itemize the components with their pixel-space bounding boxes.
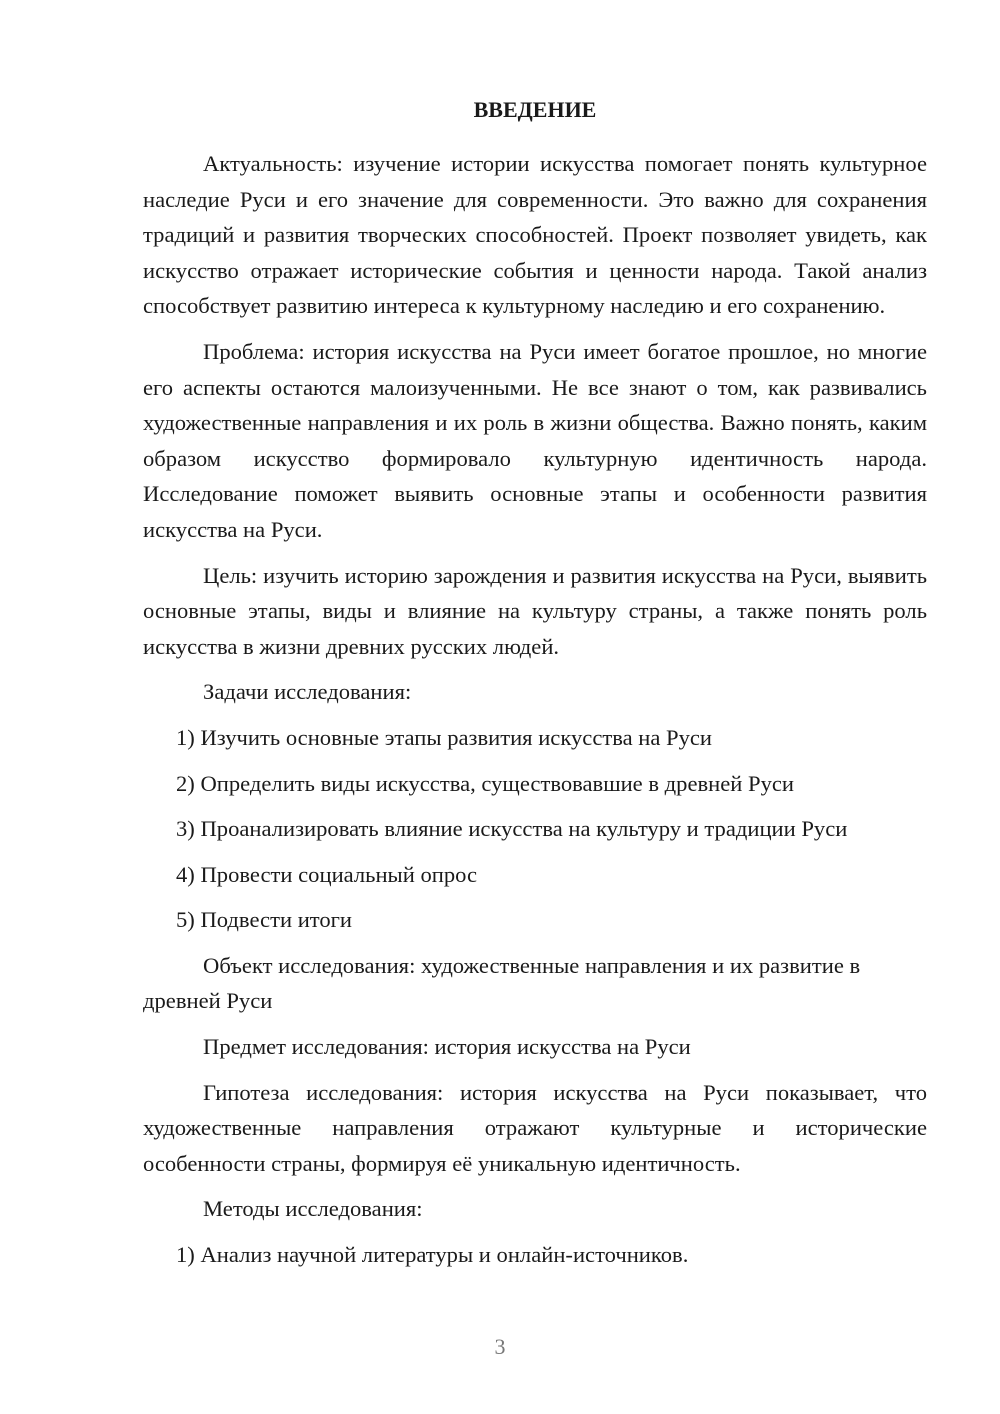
object-paragraph: Объект исследования: художественные направления и их развитие в древней Руси (143, 952, 861, 1014)
hypothesis-paragraph: Гипотеза исследования: история искусства на Руси показывает, что художественные направления отражают культурные и исторические особенности страны, формируя её уникальную идентичность. (143, 1079, 927, 1176)
tasks-list (143, 720, 927, 938)
task-item: 2) Определить виды искусства, существовавшие в древней Руси (176, 770, 795, 796)
method-item: 1) Анализ научной литературы и онлайн-источников. (176, 1242, 689, 1268)
task-item: 5) Подвести итоги (176, 907, 353, 933)
methods-label: Методы исследования: (203, 1196, 423, 1222)
relevance-paragraph: Актуальность: изучение истории искусства помогает понять культурное наследие Руси и его значение для современности. Это важно для сохранения традиций и развития творческих способностей. Проект позволяет увидеть, как искусство отражает исторические события и ценности народа. Такой анализ способствует развитию интереса к культурному наследию и его сохранению. (143, 151, 927, 319)
page-number: 3 (494, 1334, 506, 1359)
task-item: 4) Провести социальный опрос (176, 861, 478, 887)
problem-paragraph: Проблема: история искусства на Руси имеет богатое прошлое, но многие его аспекты остаются малоизученными. Не все знают о том, как развивались художественные направления и их роль в жизни общества. Важно понять, каким образом искусство формировало культурную идентичность народа. Исследование поможет выявить основные этапы и особенности развития искусства на Руси. (143, 338, 927, 542)
task-item: 1) Изучить основные этапы развития искусства на Руси (176, 724, 713, 750)
methods-list (143, 1237, 927, 1273)
task-item: 3) Проанализировать влияние искусства на культуру и традиции Руси (176, 816, 848, 842)
subject-paragraph: Предмет исследования: история искусства на Руси (203, 1034, 691, 1060)
tasks-label: Задачи исследования: (203, 679, 412, 705)
goal-paragraph: Цель: изучить историю зарождения и развития искусства на Руси, выявить основные этапы, виды и влияние на культуру страны, а также понять роль искусства в жизни древних русских людей. (143, 562, 927, 659)
page-heading: ВВЕДЕНИЕ (473, 97, 597, 122)
